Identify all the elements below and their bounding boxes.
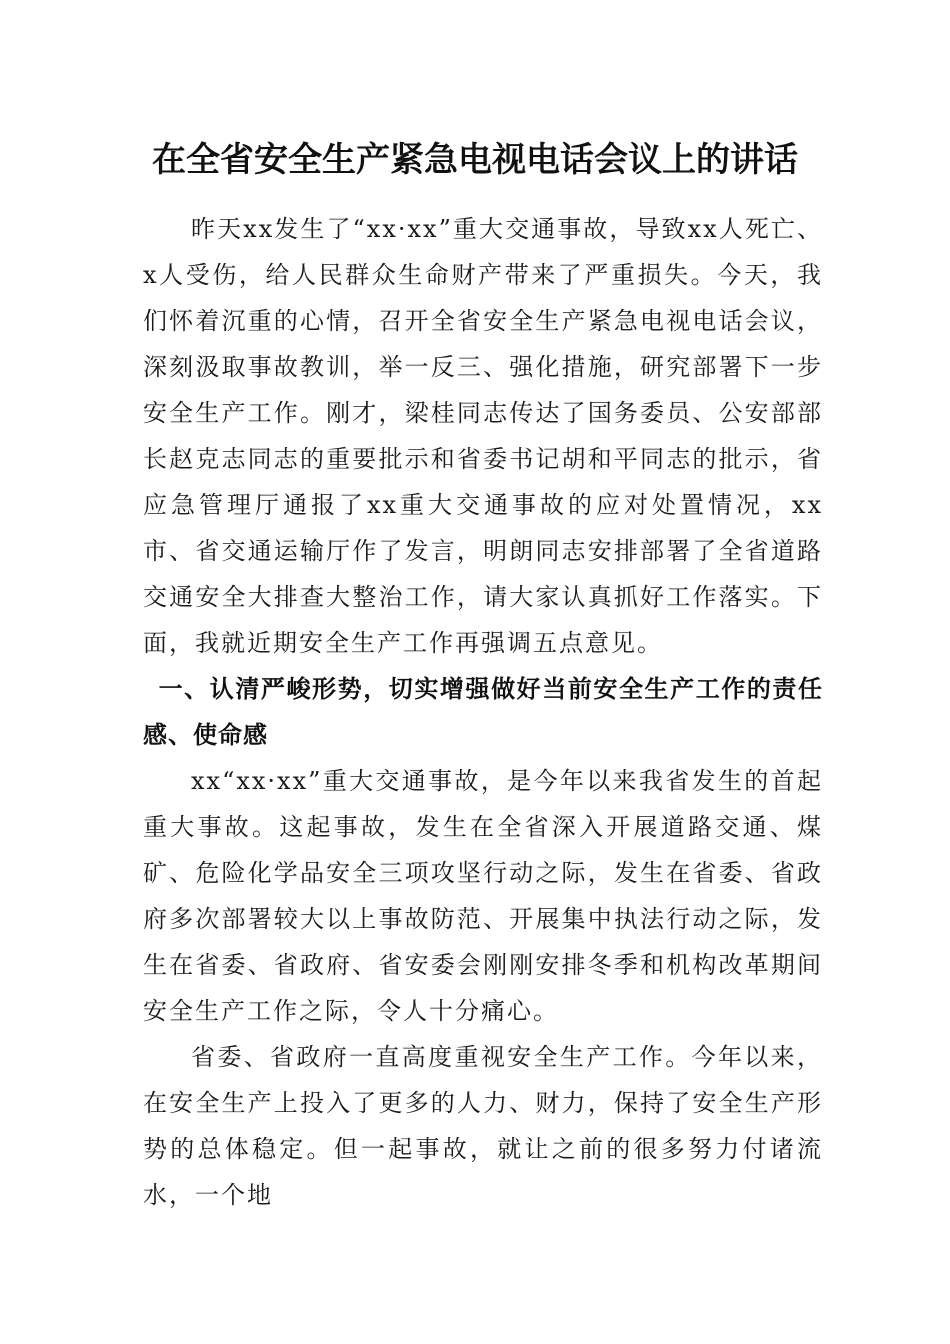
paragraph-government: 省委、省政府一直高度重视安全生产工作。今年以来，在安全生产上投入了更多的人力、财力，保持了安全生产形势的总体稳定。但一起事故，就让之前的很多努力付诸流水，一个地 (143, 1043, 823, 1209)
section-heading-1: 一、认清严峻形势，切实增强做好当前安全生产工作的责任感、使命感 (143, 675, 823, 749)
paragraph-accident: xx“xx·xx”重大交通事故，是今年以来我省发生的首起重大事故。这起事故，发生在全省深入开展道路交通、煤矿、危险化学品安全三项攻坚行动之际，发生在省委、省政府多次部署较大以上事故防范、开展集中执法行动之际，发生在省委、省政府、省安委会刚刚安排冬季和机构改革期间安全生产工作之际，令人十分痛心。 (143, 767, 823, 1025)
document-body (143, 206, 823, 1218)
paragraph-intro: 昨天xx发生了“xx·xx”重大交通事故，导致xx人死亡、x人受伤，给人民群众生命财产带来了严重损失。今天，我们怀着沉重的心情，召开全省安全生产紧急电视电话会议，深刻汲取事故教训，举一反三、强化措施，研究部署下一步安全生产工作。刚才，梁桂同志传达了国务委员、公安部部长赵克志同志的重要批示和省委书记胡和平同志的批示，省应急管理厅通报了xx重大交通事故的应对处置情况，xx市、省交通运输厅作了发言，明朗同志安排部署了全省道路交通安全大排查大整治工作，请大家认真抓好工作落实。下面，我就近期安全生产工作再强调五点意见。 (143, 215, 823, 657)
document-title: 在全省安全生产紧急电视电话会议上的讲话 (152, 140, 798, 180)
